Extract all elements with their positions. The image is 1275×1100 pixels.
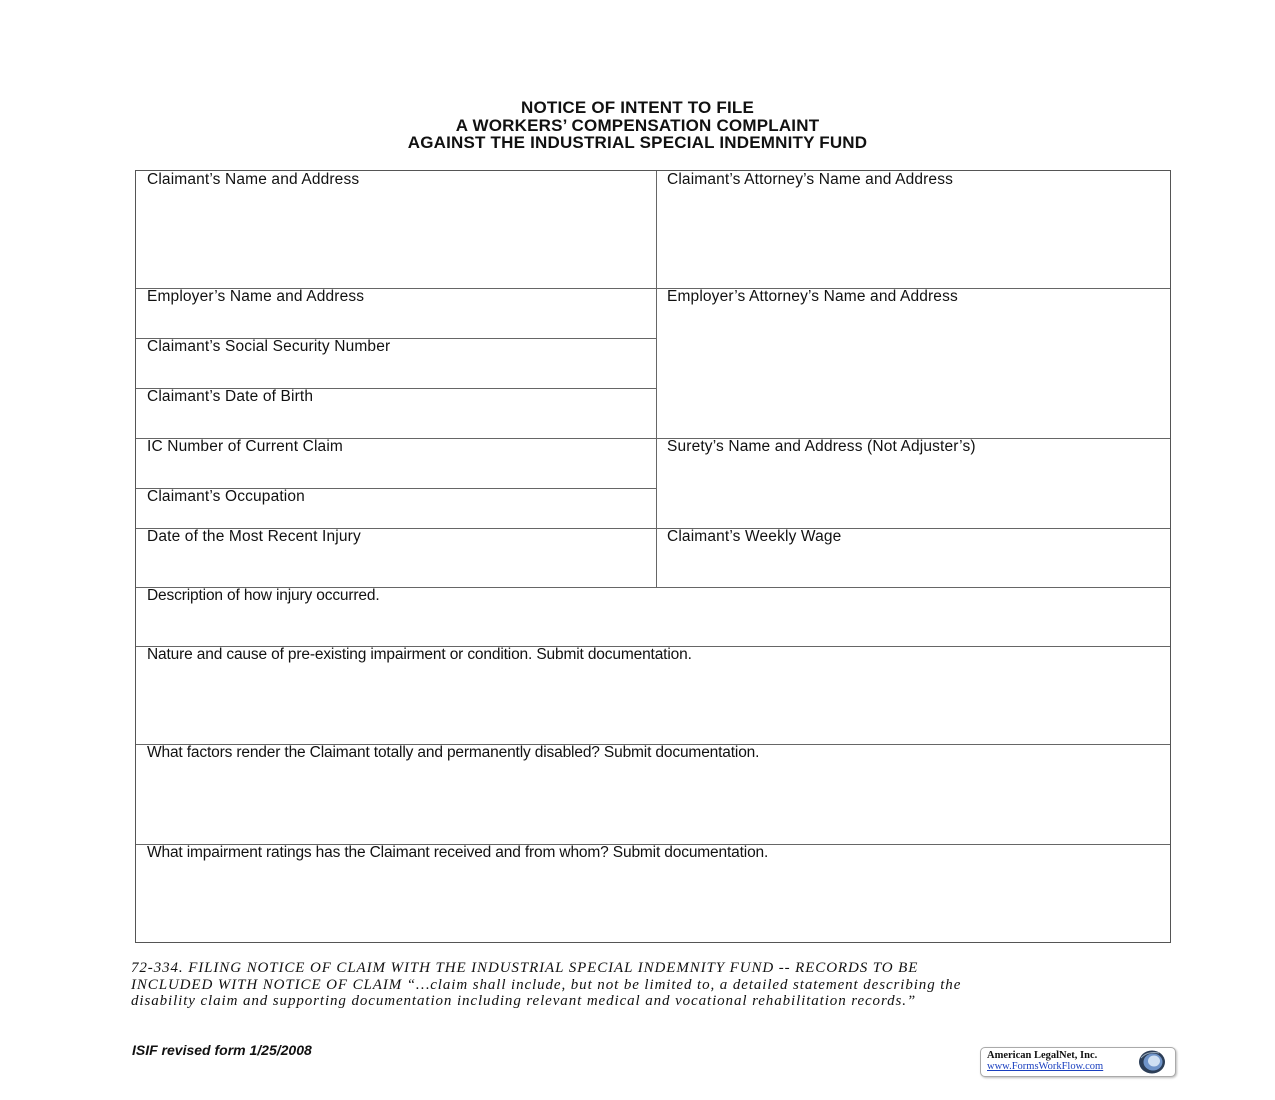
- statute-line-2: INCLUDED WITH NOTICE OF CLAIM “…claim shall include, but not be limited to, a detailed statement describing the: [131, 976, 962, 993]
- field-label: Employer’s Attorney’s Name and Address: [667, 288, 958, 305]
- american-legalnet-badge[interactable]: [980, 1047, 1176, 1077]
- statute-line-1: 72-334. FILING NOTICE OF CLAIM WITH THE INDUSTRIAL SPECIAL INDEMNITY FUND -- RECORDS TO BE: [131, 960, 919, 976]
- weekly-wage-field[interactable]: [656, 528, 1170, 587]
- field-label: IC Number of Current Claim: [147, 438, 343, 455]
- form-title-line-1: NOTICE OF INTENT TO FILE: [520, 98, 755, 117]
- statute-note: [131, 960, 1191, 1010]
- badge-company: American LegalNet, Inc.: [987, 1050, 1098, 1061]
- field-label: Date of the Most Recent Injury: [147, 528, 361, 545]
- employer-name-address-field[interactable]: [136, 288, 656, 338]
- recent-injury-date-field[interactable]: [136, 528, 656, 587]
- globe-icon: [1137, 1049, 1167, 1075]
- claim-form-table: [135, 170, 1171, 943]
- field-label: Claimant’s Occupation: [147, 488, 305, 505]
- ic-number-field[interactable]: [136, 438, 656, 488]
- field-label: What impairment ratings has the Claimant received and from whom? Submit documentation.: [147, 844, 769, 861]
- field-label: Claimant’s Weekly Wage: [667, 528, 842, 545]
- claimant-occupation-field[interactable]: [136, 488, 656, 528]
- revision-note: ISIF revised form 1/25/2008: [132, 1042, 312, 1058]
- field-label: Description of how injury occurred.: [147, 587, 380, 604]
- disability-factors-field[interactable]: [136, 744, 1170, 844]
- badge-url-link[interactable]: www.FormsWorkFlow.com: [987, 1061, 1104, 1072]
- field-label: Surety’s Name and Address (Not Adjuster’s): [667, 438, 976, 455]
- preexisting-impairment-field[interactable]: [136, 646, 1170, 744]
- employer-attorney-field[interactable]: [656, 288, 1170, 438]
- field-label: Employer’s Name and Address: [147, 288, 365, 305]
- claimant-name-address-field[interactable]: [136, 171, 656, 288]
- field-label: Claimant’s Social Security Number: [147, 338, 391, 355]
- form-title-line-3: AGAINST THE INDUSTRIAL SPECIAL INDEMNITY FUND: [407, 133, 868, 152]
- field-label: Claimant’s Attorney’s Name and Address: [667, 171, 953, 188]
- claimant-dob-field[interactable]: [136, 388, 656, 438]
- field-label: Claimant’s Date of Birth: [147, 388, 314, 405]
- claimant-attorney-field[interactable]: [656, 171, 1170, 288]
- injury-description-field[interactable]: [136, 587, 1170, 646]
- claimant-ssn-field[interactable]: [136, 338, 656, 388]
- form-title-line-2: A WORKERS’ COMPENSATION COMPLAINT: [455, 116, 820, 135]
- field-label: Nature and cause of pre-existing impairment or condition. Submit documentation.: [147, 646, 692, 663]
- field-label: Claimant’s Name and Address: [147, 171, 360, 188]
- impairment-ratings-field[interactable]: [136, 844, 1170, 942]
- field-label: What factors render the Claimant totally and permanently disabled? Submit documentation.: [147, 744, 760, 761]
- statute-line-3: disability claim and supporting documentation including relevant medical and vocational rehabilitation records.”: [131, 993, 917, 1009]
- surety-field[interactable]: [656, 438, 1170, 528]
